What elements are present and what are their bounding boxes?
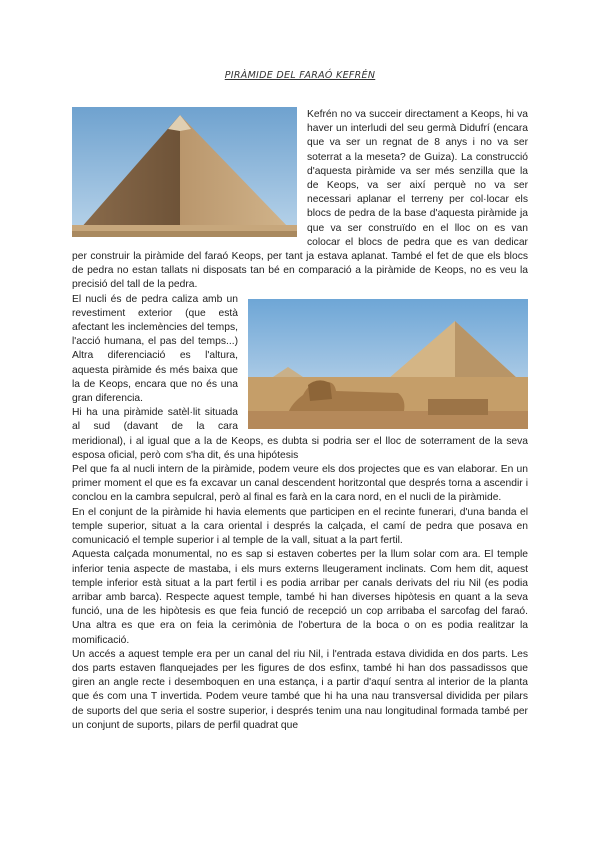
sphinx-pyramids-photo-icon bbox=[248, 299, 528, 429]
document-body bbox=[72, 108, 528, 733]
paragraph-4: Pel que fa al nucli intern de la piràmide, podem veure els dos projectes que es van elaborar. En un primer moment el que es fa excavar un canal descendent horitzontal que després torna a ascendir i conclou en la cambra sepulcral, però al final es farà en la cara nord, en el nucli de la piràmide. bbox=[72, 464, 528, 504]
page-title: PIRÀMIDE DEL FARAÓ KEFRÉN bbox=[224, 70, 376, 81]
pyramid-photo-icon bbox=[72, 107, 297, 237]
paragraph-3: Hi ha una piràmide satèl·lit situada al sud (davant de la cara meridional), i al igual que a la de Keops, es dubta si podria ser el lloc de soterrament de la seva esposa oficial, però com s'ha dit, és una hipótesis bbox=[72, 407, 528, 461]
paragraph-7: Un accés a aquest temple era per un canal del riu Nil, i l'entrada estava dividida en dos parts. Les dos parts estaven flanquejades per les figures de dos esfinx, també hi han dos passadissos que giren an angle recte i desemboquen en una estança, i a partir d'aquí sentra al interior de la planta que és com una T invertida. Podem veure també que hi ha una nau transversal dividida per pilars de suports del que seria el sostre superior, i després tenim una nau longitudinal formada també per un conjunt de suports, pilars de perfil quadrat que bbox=[72, 648, 528, 731]
paragraph-1: Kefrén no va succeir directament a Keops, hi va haver un interludi del seu germà Didufrí (encara que va ser un regnat de 8 anys i no va ser soterrat a la meseta? de Guiza). La construcció d'aquesta piràmide va ser més senzilla que la de Keops, va ser així perquè no va ser necessari aplanar el terreny per col·locar els blocs de pedra de la base d'aquesta piràmide ja que va ser construïdo en el lloc on es van colocar el blocs de pedra que es van dedicar per construir la piràmide del faraó Keops, per tant ja estava aplanat. També el fet de que els blocs de pedra no estan tallats ni disposats tan bé en comparació a la piràmide de Keops, no es veu la precisió del tall de la pedra. bbox=[72, 109, 528, 291]
paragraph-2: El nucli és de pedra caliza amb un revestiment exterior (que està afectant les inclemències del temps, l'acció humana, el pas del temps...) Altra diferenciació es l'altura, aquesta piràmide és més baixa que la de Keops, encara que no és una gran diferencia. bbox=[72, 293, 238, 405]
sphinx-photo bbox=[248, 299, 528, 429]
paragraph-6: Aquesta calçada monumental, no es sap si estaven cobertes per la llum solar com ara. El temple inferior tenia aspecte de mastaba, i els murs externs lleugerament inclinats. Com hem dit, aquest temple inferior està situat a la part fertil i es podia arribar per canals derivats del riu Nil (es podia arribar amb barca). Respecte aquest temple, també hi han diverses hipòtesis en quant a la seva funció, una de les hipòtesis es que feia funció de recepció un cop arribaba el sarcofag del faraó. Una altra es que era on feia la cerimònia de l'obertura de la boca o on es podia realitzar la momificació. bbox=[72, 549, 528, 646]
pyramid-photo bbox=[72, 107, 297, 237]
paragraph-5: En el conjunt de la piràmide hi havia elements que participen en el recinte funerari, d'una banda el temple superior, situat a la cara oriental i després la calçada, el camí de pedra que posava en comunicació el temple superior i al temple de la vall, situat a la part fertil. bbox=[72, 506, 528, 547]
